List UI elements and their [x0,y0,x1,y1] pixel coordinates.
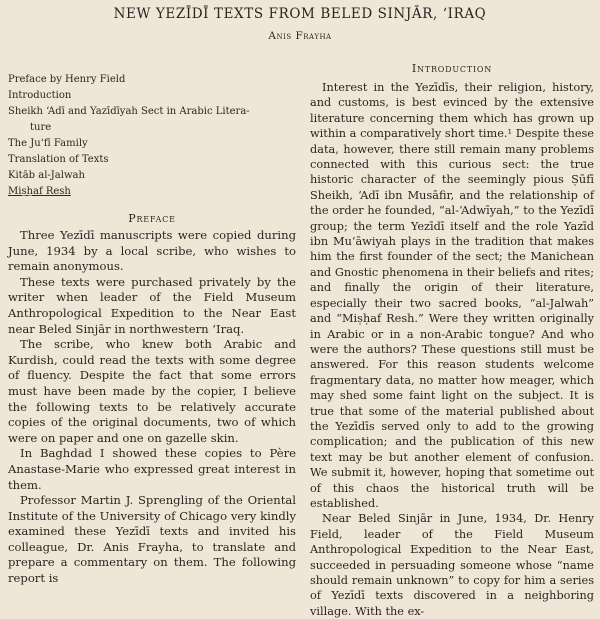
paragraph: These texts were purchased privately by the writer when leader of the Field Museum Anthropological Expedition to the Near East near Beled Sinjār in northwestern ‘Iraq. [8,274,296,336]
toc-item: The Ju‘fī Family [8,138,88,149]
paragraph: In Baghdad I showed these copies to Père Anastase-Marie who expressed great interest in them. [8,446,296,492]
toc-item: Miṣḥaf Resh [8,186,71,197]
right-column [310,62,594,619]
introduction-body [310,80,594,619]
left-column [8,72,296,587]
paragraph: Professor Martin J. Sprengling of the Oriental Institute of the University of Chicago very kindly examined these Yezīdī texts and invited his colleague, Dr. Anis Frayha, to translate and prepare a commentary on them. The following report is [8,493,296,586]
table-of-contents [8,72,296,200]
paragraph: Near Beled Sinjār in June, 1934, Dr. Henry Field, leader of the Field Museum Anthropological Expedition to the Near East, succeeded in persuading someone whose “name should remain unknown” to copy for him a series of Yezīdī texts discovered in a neighboring village. With the ex- [310,512,594,618]
toc-item: Preface by Henry Field [8,74,126,85]
preface-body [8,228,296,587]
paragraph: Three Yezīdī manuscripts were copied during June, 1934 by a local scribe, who wishes to remain anonymous. [8,228,296,274]
toc-item: Sheikh ‘Adī and Yazīdīyah Sect in Arabic Litera- [8,106,250,117]
toc-item: Translation of Texts [8,154,109,165]
toc-item-continuation: ture [30,122,52,133]
toc-item: Kitāb al-Jalwah [8,170,85,181]
preface-heading: Preface [128,212,176,225]
article-title: NEW YEZĪDĪ TEXTS FROM BELED SINJĀR, ‘IRAQ [113,6,487,22]
toc-item: Introduction [8,90,72,101]
article-author: Anis Frayha [268,30,332,42]
paragraph: The scribe, who knew both Arabic and Kurdish, could read the texts with some degree of fluency. Despite the fact that some errors must have been made by the copier, I believe the following texts to be relatively accurate copies of the original documents, two of which were on paper and one on gazelle skin. [8,337,296,445]
introduction-heading: Introduction [411,62,493,75]
paragraph: Interest in the Yezīdīs, their religion, history, and customs, is best evinced by the extensive literature concerning them which has grown up within a comparatively short time.¹ Despite these data, however, there still remain many problems connected with this curious sect: the true historic character of the seemingly pious Ṣūfī Sheikh, ‘Adī ibn Musāfir, and the relationship of the order he founded, “al-‘Adwīyah,” to the Yezīdī group; the term Yezīdī itself and the role Yazīd ibn Mu‘āwiyah plays in the tradition that makes him the first founder of the sect; the Manichean and Gnostic phenomena in their beliefs and rites; and finally the origin of their literature, especially their two sacred books, “al-Jalwah” and “Miṣḥaf Resh.” Were they written originally in Arabic or in a non-Arabic tongue? And who were the authors? These questions still must be answered. For this reason students welcome fragmentary data, no matter how meager, which may shed some faint light on the subject. It is true that some of the material published about the Yezīdīs served only to add to the growing complication; and the publication of this new text may be but another element of confusion. We submit it, however, hoping that sometime out of this chaos the historical truth will be established. [310,81,594,510]
